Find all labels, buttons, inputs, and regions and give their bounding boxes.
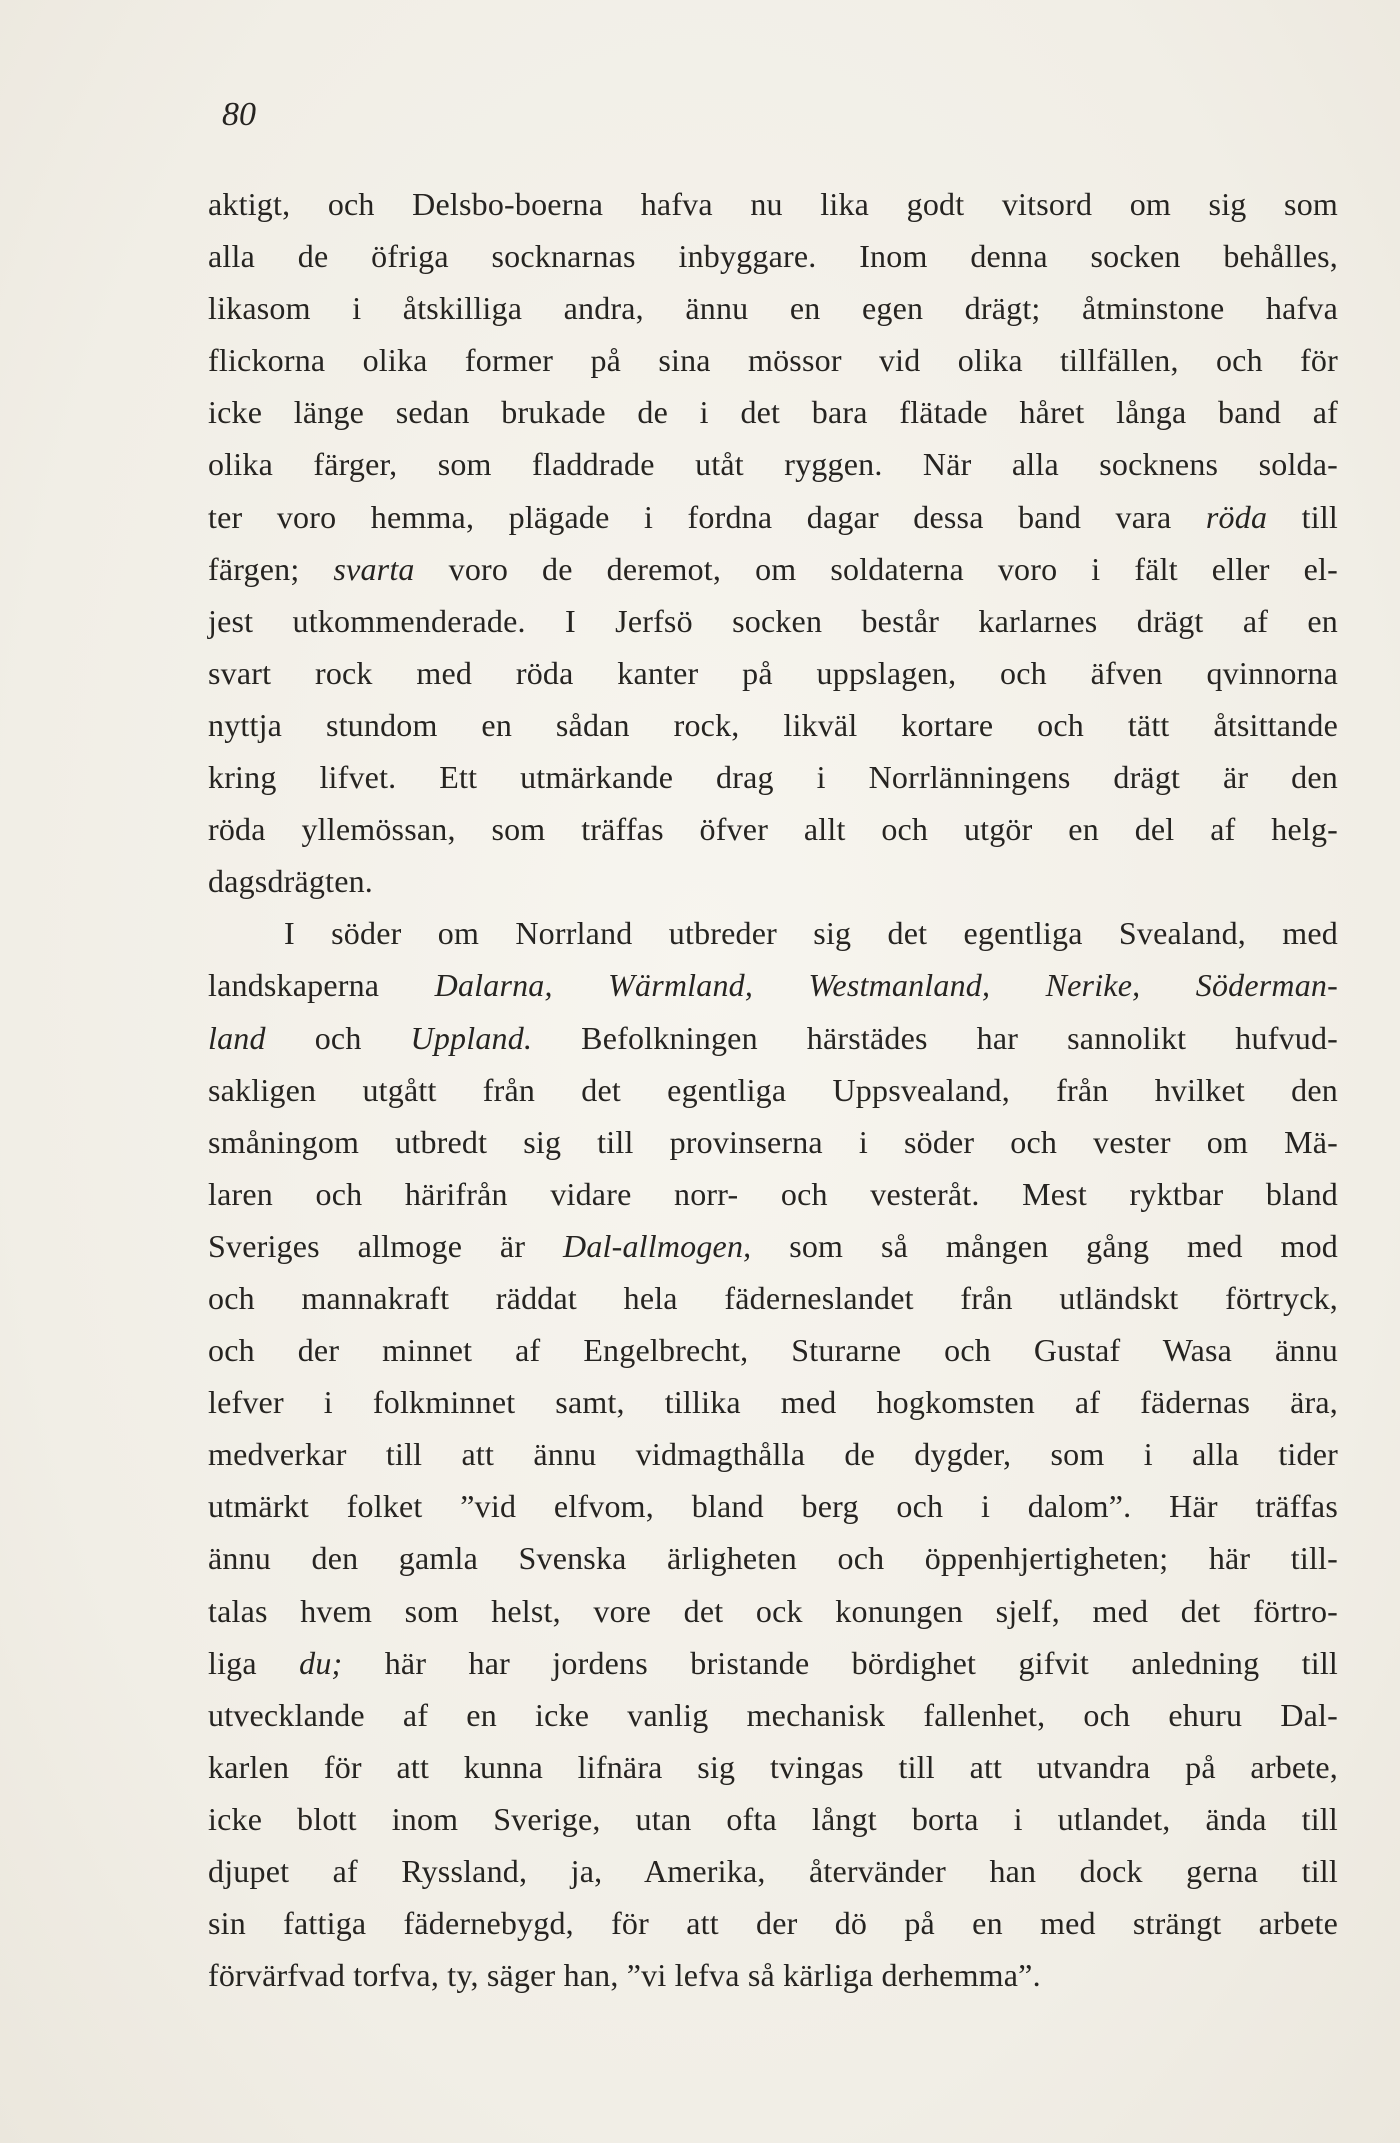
- text-run: alla de öfriga socknarnas inbyggare. Inom denna socken behålles,: [208, 238, 1338, 275]
- text-run: olika färger, som fladdrade utåt ryggen. När alla socknens solda-: [208, 446, 1338, 483]
- body-text: [208, 178, 1338, 2001]
- italic-text: Dalarna, Wärmland, Westmanland, Nerike, Söderman-: [434, 967, 1338, 1004]
- text-line: [208, 1324, 1338, 1376]
- text-run: voro de deremot, om soldaterna voro i fält eller el-: [414, 550, 1338, 587]
- text-line: [208, 543, 1338, 595]
- text-run: dagsdrägten.: [208, 863, 374, 900]
- text-run: medverkar till att ännu vidmagthålla de dygder, som i alla tider: [208, 1436, 1338, 1473]
- text-run: lefver i folkminnet samt, tillika med hogkomsten af fädernas ära,: [208, 1384, 1338, 1421]
- text-run: nyttja stundom en sådan rock, likväl kortare och tätt åtsittande: [208, 706, 1338, 743]
- text-run: färgen;: [208, 550, 334, 587]
- text-line: [208, 230, 1338, 282]
- text-run: småningom utbredt sig till provinserna i söder och vester om Mä-: [208, 1123, 1338, 1160]
- text-run: karlen för att kunna lifnära sig tvingas till att utvandra på arbete,: [208, 1748, 1338, 1785]
- text-line: [208, 1376, 1338, 1428]
- text-run: flickorna olika former på sina mössor vid olika tillfällen, och för: [208, 342, 1338, 379]
- text-run: djupet af Ryssland, ja, Amerika, återvänder han dock gerna till: [208, 1853, 1338, 1889]
- text-run: Sveriges allmoge är: [208, 1227, 564, 1264]
- text-run: förvärfvad torfva, ty, säger han, ”vi lefva så kärliga derhemma”.: [208, 1957, 1041, 1994]
- italic-text: svarta: [333, 550, 415, 587]
- text-line: [208, 855, 1338, 907]
- text-run: aktigt, och Delsbo-boerna hafva nu lika godt vitsord om sig som: [208, 186, 1338, 222]
- text-line: [208, 1532, 1338, 1584]
- text-run: röda yllemössan, som träffas öfver allt och utgör en del af helg-: [208, 811, 1338, 848]
- text-line: [208, 1637, 1338, 1689]
- text-line: [208, 1116, 1338, 1168]
- text-run: här har jordens bristande bördighet gifvit anledning till: [342, 1644, 1338, 1681]
- text-run: som så mången gång med mod: [751, 1227, 1338, 1264]
- text-run: och der minnet af Engelbrecht, Sturarne och Gustaf Wasa ännu: [208, 1332, 1338, 1369]
- text-run: landskaperna: [208, 967, 435, 1004]
- italic-text: röda: [1205, 498, 1268, 535]
- text-run: utmärkt folket ”vid elfvom, bland berg och i dalom”. Här träffas: [208, 1488, 1338, 1525]
- text-run: laren och härifrån vidare norr- och vesteråt. Mest ryktbar bland: [208, 1175, 1338, 1212]
- text-line: [208, 178, 1338, 230]
- text-run: svart rock med röda kanter på uppslagen, och äfven qvinnorna: [208, 654, 1338, 691]
- text-run: och mannakraft räddat hela fäderneslandet från utländskt förtryck,: [208, 1279, 1338, 1316]
- text-line: [208, 803, 1338, 855]
- text-run: till: [1267, 498, 1339, 535]
- text-line: [208, 1480, 1338, 1532]
- text-line: [208, 751, 1338, 803]
- text-line: [208, 438, 1338, 490]
- italic-text: land: [208, 1019, 266, 1056]
- text-line: [208, 647, 1338, 699]
- text-run: ter voro hemma, plägade i fordna dagar dessa band vara: [208, 498, 1206, 535]
- text-run: jest utkommenderade. I Jerfsö socken består karlarnes drägt af en: [208, 602, 1338, 639]
- text-run: Befolkningen härstädes har sannolikt hufvud-: [532, 1019, 1339, 1056]
- text-line: [208, 1064, 1338, 1116]
- text-line: [208, 1741, 1338, 1793]
- text-line: [208, 386, 1338, 438]
- text-line: [208, 1012, 1338, 1064]
- text-line: [208, 1897, 1338, 1949]
- text-run: I söder om Norrland utbreder sig det egentliga Svealand, med: [284, 915, 1338, 952]
- text-line: [208, 1428, 1338, 1480]
- text-line: [208, 1168, 1338, 1220]
- text-line: [208, 1845, 1338, 1897]
- text-run: och: [265, 1019, 411, 1056]
- text-run: ännu den gamla Svenska ärligheten och öppenhjertigheten; här till-: [208, 1540, 1338, 1577]
- text-line: [208, 1585, 1338, 1637]
- text-run: sin fattiga fädernebygd, för att der dö på en med strängt arbete: [208, 1905, 1338, 1942]
- italic-text: du;: [299, 1644, 343, 1681]
- text-line: [208, 334, 1338, 386]
- text-run: icke länge sedan brukade de i det bara flätade håret långa band af: [208, 394, 1338, 431]
- text-line: [208, 1220, 1338, 1272]
- text-run: utvecklande af en icke vanlig mechanisk fallenhet, och ehuru Dal-: [208, 1696, 1338, 1733]
- text-run: liga: [208, 1644, 300, 1681]
- text-line: [208, 1793, 1338, 1845]
- text-line: [208, 595, 1338, 647]
- italic-text: Uppland.: [410, 1019, 533, 1056]
- italic-text: Dal-allmogen,: [563, 1227, 752, 1264]
- text-run: likasom i åtskilliga andra, ännu en egen drägt; åtminstone hafva: [208, 290, 1338, 327]
- text-run: talas hvem som helst, vore det ock konungen sjelf, med det förtro-: [208, 1592, 1338, 1629]
- text-line: [208, 699, 1338, 751]
- text-line: [208, 1949, 1338, 2001]
- text-line: [208, 1272, 1338, 1324]
- text-run: icke blott inom Sverige, utan ofta långt borta i utlandet, ända till: [208, 1800, 1338, 1837]
- page-number: 80: [222, 96, 256, 133]
- text-line: [208, 907, 1338, 959]
- text-line: [208, 282, 1338, 334]
- text-run: kring lifvet. Ett utmärkande drag i Norrlänningens drägt är den: [208, 759, 1338, 796]
- text-run: sakligen utgått från det egentliga Uppsvealand, från hvilket den: [208, 1071, 1338, 1108]
- text-line: [208, 491, 1338, 543]
- text-line: [208, 1689, 1338, 1741]
- text-line: [208, 959, 1338, 1011]
